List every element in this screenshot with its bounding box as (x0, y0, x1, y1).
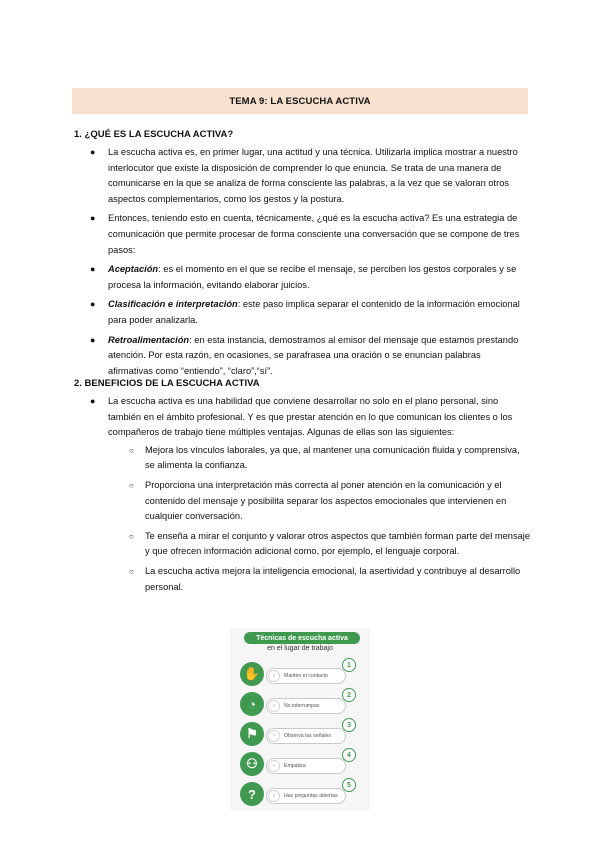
keyword: Retroalimentación (108, 334, 190, 345)
infographic-item-label: › Empatiza (266, 758, 346, 774)
section-1-heading: 1. ¿QUÉ ES LA ESCUCHA ACTIVA? (74, 129, 234, 140)
infographic-item (240, 752, 362, 778)
title-text: TEMA 9: LA ESCUCHA ACTIVA (229, 95, 371, 107)
infographic-item (240, 782, 362, 808)
infographic-item-label: › Mantén el contacto (266, 668, 346, 684)
infographic-subtitle: en el lugar de trabajo (267, 645, 333, 652)
bullet-icon: ● (90, 264, 96, 275)
infographic-item-label: › Haz preguntas abiertas (266, 788, 346, 804)
circle-bullet-icon: ○ (129, 480, 134, 490)
chevron-icon: › (268, 670, 280, 682)
bullet-icon: ● (90, 213, 96, 224)
list-item: ● Clasificación e interpretación: este paso implica separar el contenido de la información emocional para poder analizarla. (90, 299, 520, 325)
people-icon: ⚇ (240, 752, 264, 776)
chevron-icon: › (268, 760, 280, 772)
infographic-item-label: › No interrumpas (266, 698, 346, 714)
infographic-image (230, 628, 370, 810)
list-item: ● La escucha activa es una habilidad que conviene desarrollar no solo en el plano personal, sino también en el ámbito profesional. Y es que prestar atención en lo que comunican los clientes o los compañeros de trabajo tiene múltiples ventajas. Algunas de ellas son las siguientes: (90, 396, 513, 438)
bullet-icon: ● (90, 396, 96, 406)
signpost-icon: ⚑ (240, 722, 264, 746)
infographic-title: Técnicas de escucha activa (244, 632, 360, 644)
keyword: Clasificación e interpretación (108, 299, 238, 310)
step-number: 3 (342, 718, 356, 732)
infographic-item (240, 662, 362, 688)
document-title (72, 88, 528, 114)
bullet-icon: ● (90, 299, 96, 310)
chevron-icon: › (268, 790, 280, 802)
chevron-icon: › (268, 730, 280, 742)
step-number: 1 (342, 658, 356, 672)
sub-list-item: ○ Te enseña a mirar el conjunto y valorar otros aspectos que también forman parte del mensaje y que ofrecen información adicional como, por ejemplo, el lenguaje corporal. (129, 530, 530, 557)
sub-list-item: ○ Mejora los vínculos laborales, ya que, al mantener una comunicación fluida y comprensiva, se alimenta la confianza. (129, 444, 520, 471)
section-1-list (0, 145, 600, 379)
circle-bullet-icon: ○ (129, 445, 134, 455)
keyword: Aceptación (108, 264, 159, 275)
circle-bullet-icon: ○ (129, 566, 134, 576)
list-item: ● Aceptación: es el momento en el que se recibe el mensaje, se perciben los gestos corporales y se procesa la información, evitando elaborar juicios. (90, 264, 517, 290)
sub-list-item: ○ Proporciona una interpretación más correcta al poner atención en la comunicación y el contenido del mensaje y posibilita separar los aspectos emocionales que intervienen en cualquier conversación. (129, 479, 507, 522)
sub-list-item: ○ La escucha activa mejora la inteligencia emocional, la asertividad y contribuye al desarrollo personal. (129, 565, 521, 592)
infographic-item (240, 692, 362, 718)
infographic-item-label: › Observa las señales (266, 728, 346, 744)
bullet-icon: ● (90, 334, 96, 345)
list-item: ● Retroalimentación: en esta instancia, demostramos al emisor del mensaje que estamos prestando atención. Por esta razón, en ocasiones, se parafrasea una oración o se enuncian palabras afirmativas como “entiendo”, “claro”,“sí”. (90, 334, 519, 376)
chevron-icon: › (268, 700, 280, 712)
step-number: 2 (342, 688, 356, 702)
section-2-list (0, 394, 600, 595)
circle-bullet-icon: ○ (129, 531, 134, 541)
no-interrupt-icon: ◔ (240, 692, 264, 716)
list-item: ● La escucha activa es, en primer lugar, una actitud y una técnica. Utilizarla implica mostrar a nuestro interlocutor que existe la disposición de comprender lo que enuncia. Se trata de una manera de comunicarse en la que se analiza de forma consciente las palabras, a la vez que se valoran otros aspectos complementarios, como los gestos y la postura. (90, 147, 518, 204)
list-item: ● Entonces, teniendo esto en cuenta, técnicamente, ¿qué es la escucha activa? Es una estrategia de comunicación que permite procesar de forma consciente una conversación que se compone de tres pasos: (90, 213, 520, 255)
question-icon: ? (240, 782, 264, 806)
step-number: 4 (342, 748, 356, 762)
bullet-icon: ● (90, 147, 96, 157)
section-2-heading: 2. BENEFICIOS DE LA ESCUCHA ACTIVA (74, 378, 260, 389)
infographic-item (240, 722, 362, 748)
step-number: 5 (342, 778, 356, 792)
hand-icon: ✋ (240, 662, 264, 686)
